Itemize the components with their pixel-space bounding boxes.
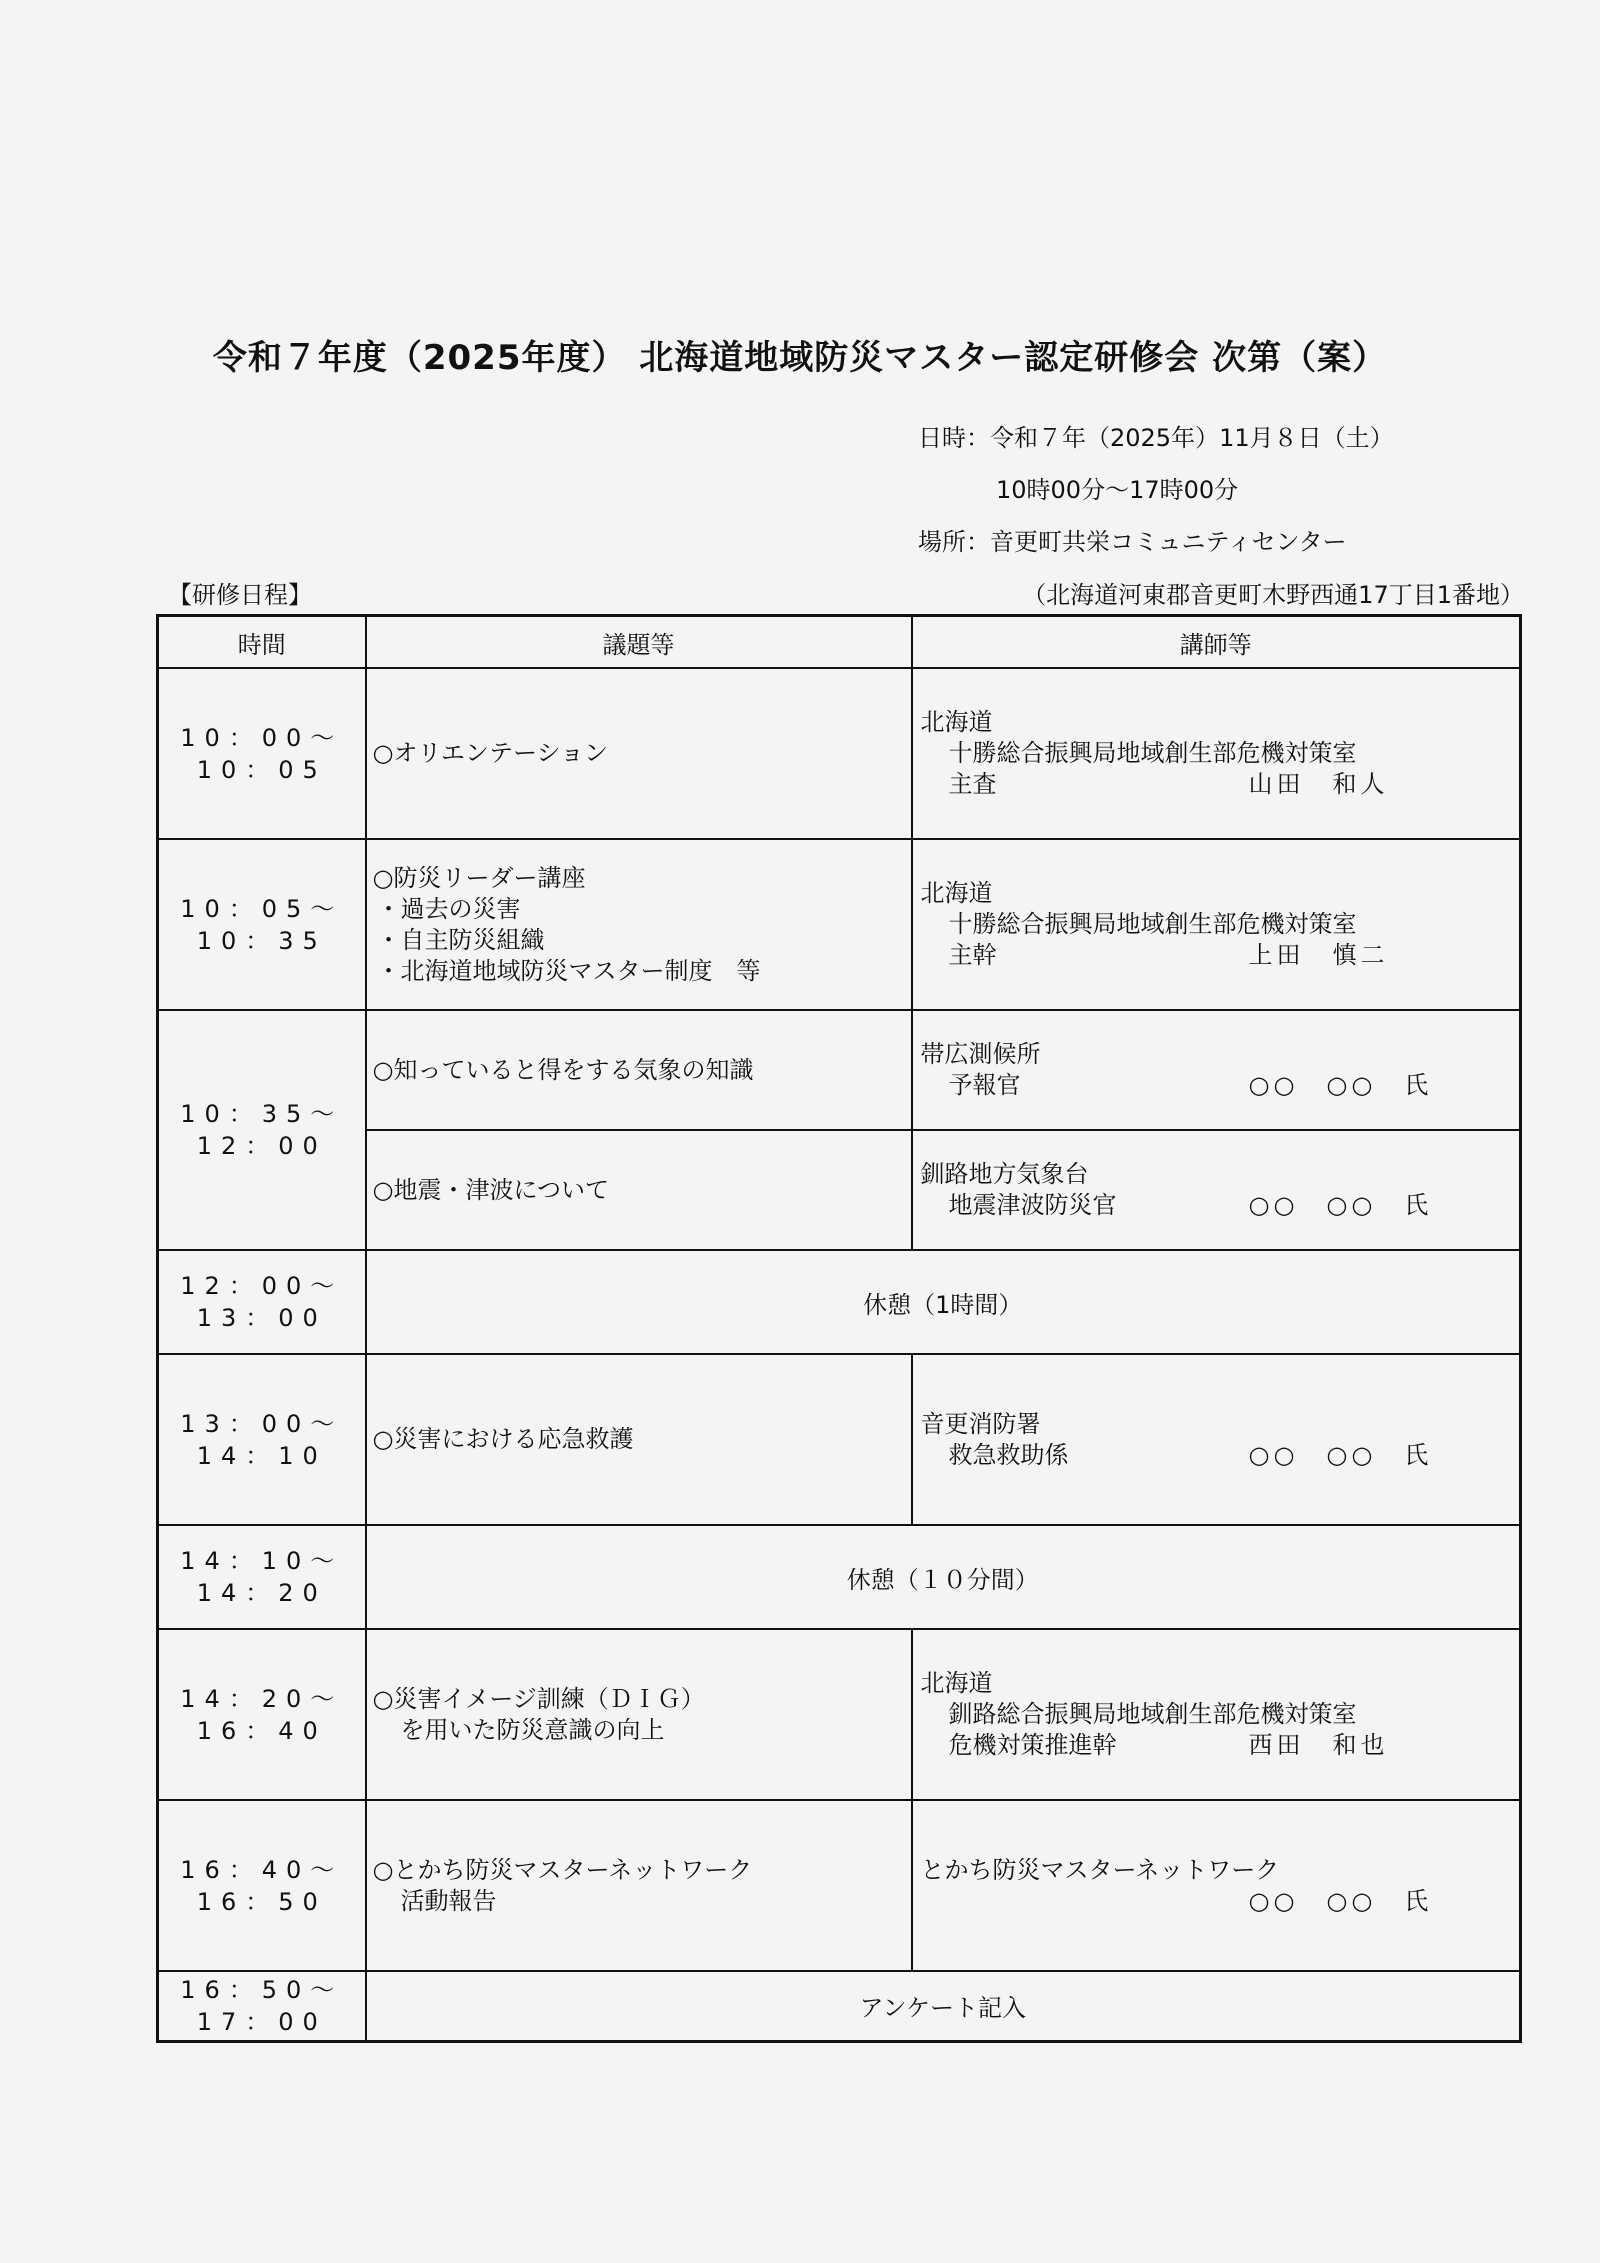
- speaker-role: 地震津波防災官: [948, 1191, 1117, 1219]
- date-line: [918, 418, 1394, 453]
- break-cell: 休憩（１０分間）: [366, 1525, 1521, 1629]
- table-row: [158, 668, 1521, 839]
- header-time: 時間: [158, 616, 366, 669]
- header-speaker: 講師等: [912, 616, 1521, 669]
- topic-cell: [366, 1800, 912, 1971]
- topic-line: ○オリエンテーション: [372, 739, 609, 767]
- schedule-table: [156, 614, 1522, 2043]
- time-cell: [158, 1800, 366, 1971]
- time-end: 10：05: [196, 755, 327, 784]
- time-start: 10：05～: [180, 894, 344, 923]
- time-cell: [158, 1525, 366, 1629]
- time-cell: [158, 1010, 366, 1250]
- time-cell: [158, 1354, 366, 1525]
- time-cell: [158, 839, 366, 1010]
- document-title: 令和７年度（2025年度） 北海道地域防災マスター認定研修会 次第（案）: [212, 338, 1388, 378]
- table-header-row: [158, 616, 1521, 669]
- time-end: 16：40: [196, 1716, 327, 1745]
- speaker-org: 帯広測候所: [920, 1040, 1041, 1068]
- time-end: 16：50: [196, 1887, 327, 1916]
- topic-line: を用いた防災意識の向上: [400, 1715, 665, 1744]
- speaker-cell: [912, 1130, 1521, 1250]
- topic-cell: [366, 839, 912, 1010]
- survey-cell: アンケート記入: [366, 1971, 1521, 2041]
- time-cell: [158, 668, 366, 839]
- table-row: [158, 1250, 1521, 1354]
- speaker-role-row: [921, 1070, 1520, 1101]
- speaker-cell: [912, 839, 1521, 1010]
- topic-line: ○とかち防災マスターネットワーク: [372, 1855, 753, 1884]
- speaker-org: 音更消防署: [920, 1409, 1041, 1438]
- speaker-dept: 釧路総合振興局地域創生部危機対策室: [948, 1700, 1357, 1728]
- speaker-dept: 十勝総合振興局地域創生部危機対策室: [948, 910, 1357, 938]
- section-label: 【研修日程】: [168, 581, 312, 609]
- topic-cell: [366, 1354, 912, 1525]
- topic-line: ○災害イメージ訓練（ＤＩＧ）: [372, 1684, 705, 1713]
- time-end: 13：00: [196, 1304, 327, 1332]
- speaker-role-spacer: [921, 1886, 1249, 1917]
- speaker-name: 西田 和也: [1248, 1731, 1389, 1759]
- break-cell: 休憩（1時間）: [366, 1250, 1521, 1354]
- topic-cell: [366, 1629, 912, 1800]
- date-label: 日時：: [918, 424, 990, 452]
- time-end: 14：20: [196, 1579, 327, 1607]
- topic-cell: [366, 668, 912, 839]
- speaker-cell: [912, 668, 1521, 839]
- speaker-role: 予報官: [948, 1071, 1021, 1099]
- topic-bullet: ・自主防災組織: [376, 925, 545, 954]
- speaker-cell: [912, 1629, 1521, 1800]
- topic-line: ○知っていると得をする気象の知識: [372, 1055, 754, 1084]
- topic-line: ○災害における応急救護: [372, 1425, 634, 1453]
- topic-bullet: ・過去の災害: [376, 894, 521, 923]
- speaker-role-row: [921, 1730, 1520, 1761]
- time-cell: [158, 1629, 366, 1800]
- table-row: [158, 1800, 1521, 1971]
- table-row: [158, 1525, 1521, 1629]
- topic-cell: [366, 1010, 912, 1130]
- venue-address: （北海道河東郡音更町木野西通17丁目1番地）: [1022, 581, 1524, 609]
- speaker-name: ○○ ○○ 氏: [1248, 1886, 1433, 1915]
- time-end: 10：35: [196, 926, 327, 955]
- table-row: [158, 1010, 1521, 1130]
- place-label: 場所：: [918, 528, 990, 556]
- time-end: 12：00: [196, 1132, 327, 1160]
- time-range: 10時00分～17時00分: [996, 476, 1239, 504]
- table-row: [158, 1354, 1521, 1525]
- time-start: 16：50～: [180, 1975, 344, 2004]
- speaker-role: 危機対策推進幹: [948, 1731, 1117, 1759]
- speaker-role-row: [921, 1190, 1520, 1221]
- topic-line: ○地震・津波について: [372, 1175, 609, 1204]
- place-value: 音更町共栄コミュニティセンター: [990, 528, 1347, 556]
- time-start: 16：40～: [180, 1855, 344, 1884]
- time-cell: [158, 1250, 366, 1354]
- speaker-role: 救急救助係: [948, 1440, 1069, 1469]
- time-start: 10：35～: [180, 1100, 344, 1128]
- speaker-role: 主幹: [948, 941, 997, 969]
- speaker-name: 上田 慎二: [1248, 941, 1389, 969]
- table-row: [158, 839, 1521, 1010]
- time-start: 10：00～: [180, 723, 344, 752]
- time-end: 14：10: [196, 1441, 327, 1470]
- speaker-cell: [912, 1800, 1521, 1971]
- speaker-name: ○○ ○○ 氏: [1248, 1071, 1433, 1099]
- topic-line: 活動報告: [400, 1886, 497, 1915]
- speaker-role-row: [921, 769, 1520, 800]
- time-cell: [158, 1971, 366, 2041]
- topic-bullet: ・北海道地域防災マスター制度 等: [376, 956, 761, 985]
- date-value: 令和７年（2025年）11月８日（土）: [990, 424, 1394, 452]
- speaker-org: 北海道: [920, 708, 993, 736]
- speaker-org: 北海道: [920, 879, 993, 907]
- speaker-cell: [912, 1354, 1521, 1525]
- speaker-org: 釧路地方気象台: [920, 1160, 1089, 1188]
- place-line: [918, 522, 1347, 557]
- table-row: [158, 1971, 1521, 2041]
- time-end: 17：00: [196, 2007, 327, 2036]
- time-start: 12：00～: [180, 1272, 344, 1300]
- speaker-name: ○○ ○○ 氏: [1248, 1440, 1433, 1469]
- topic-line: ○防災リーダー講座: [372, 863, 586, 892]
- speaker-name: ○○ ○○ 氏: [1248, 1191, 1433, 1219]
- speaker-dept: 十勝総合振興局地域創生部危機対策室: [948, 739, 1357, 767]
- header-topic: 議題等: [366, 616, 912, 669]
- time-start: 14：10～: [180, 1547, 344, 1575]
- table-row: [158, 1629, 1521, 1800]
- speaker-name: 山田 和人: [1248, 770, 1389, 798]
- speaker-role-row: [921, 940, 1520, 971]
- speaker-cell: [912, 1010, 1521, 1130]
- speaker-org: 北海道: [920, 1669, 993, 1697]
- speaker-role: 主査: [948, 770, 997, 798]
- time-start: 13：00～: [180, 1409, 344, 1438]
- speaker-role-row: [921, 1886, 1520, 1917]
- time-start: 14：20～: [180, 1684, 344, 1713]
- topic-cell: [366, 1130, 912, 1250]
- speaker-role-row: [921, 1440, 1520, 1471]
- speaker-org: とかち防災マスターネットワーク: [920, 1855, 1280, 1884]
